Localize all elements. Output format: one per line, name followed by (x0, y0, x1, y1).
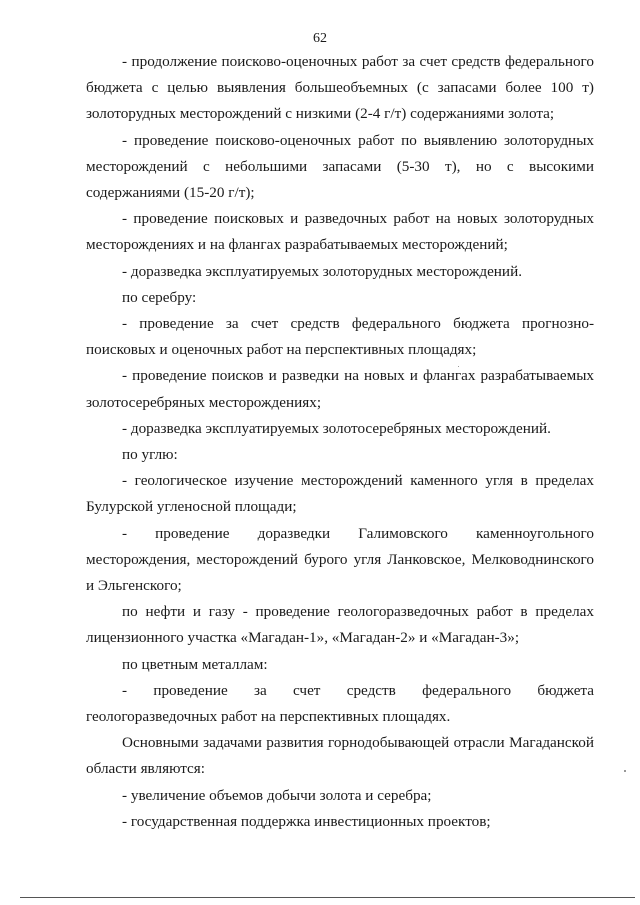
paragraph-gold-exploration-federal: - продолжение поисково-оценочных работ за счет средств федерального бюджета с целью выявления большеобъемных (с запасами более 100 т) золоторудных месторождений с низкими (2-4 г/т) содержаниями золота; (86, 53, 594, 123)
paragraph-nonferrous-federal: - проведение за счет средств федерального бюджета геологоразведочных работ на перспективных площадях. (86, 681, 594, 726)
paragraph-silver-federal: - проведение за счет средств федерального бюджета прогнозно-поисковых и оценочных работ на перспективных площадях; (86, 315, 594, 359)
paragraph-silver-additional-exploration: - доразведка эксплуатируемых золотосеребряных месторождений. (122, 419, 551, 437)
scan-speck (624, 770, 626, 772)
heading-nonferrous-metals: по цветным металлам: (122, 655, 268, 673)
paragraph-silver-new-deposits: - проведение поисков и разведки на новых и флангах разрабатываемых золотосеребряных месторождениях; (86, 367, 594, 411)
paragraph-gold-new-deposits: - проведение поисковых и разведочных работ на новых золоторудных месторождениях и на флангах разрабатываемых месторождений; (86, 210, 594, 254)
heading-coal: по углю: (122, 446, 178, 464)
paragraph-coal-bulurskaya: - геологическое изучение месторождений каменного угля в пределах Булурской угленосной площади; (86, 472, 594, 516)
paragraph-coal-galimovskoe: - проведение доразведки Галимовского каменноугольного месторождения, месторождений бурого угля Ланковское, Мелководнинского и Эльгенского; (86, 524, 594, 595)
page-number: 62 (313, 31, 327, 46)
paragraph-state-support: - государственная поддержка инвестиционных проектов; (122, 812, 491, 830)
paragraph-gold-additional-exploration: - доразведка эксплуатируемых золоторудных месторождений. (122, 262, 522, 280)
paragraph-increase-production: - увеличение объемов добычи золота и серебра; (122, 786, 432, 804)
page-bottom-edge (20, 897, 635, 898)
document-body (86, 49, 594, 835)
heading-silver: по серебру: (122, 288, 197, 306)
paragraph-gold-small-deposits: - проведение поисково-оценочных работ по выявлению золоторудных месторождений с небольшими запасами (5-30 т), но с высокими содержаниями (15-20 г/т); (86, 131, 594, 202)
paragraph-oil-gas: по нефти и газу - проведение геологоразведочных работ в пределах лицензионного участка «Магадан-1», «Магадан-2» и «Магадан-3»; (86, 603, 594, 647)
paragraph-main-tasks: Основными задачами развития горнодобывающей отрасли Магаданской области являются: (86, 734, 594, 778)
scan-speck (458, 366, 459, 367)
